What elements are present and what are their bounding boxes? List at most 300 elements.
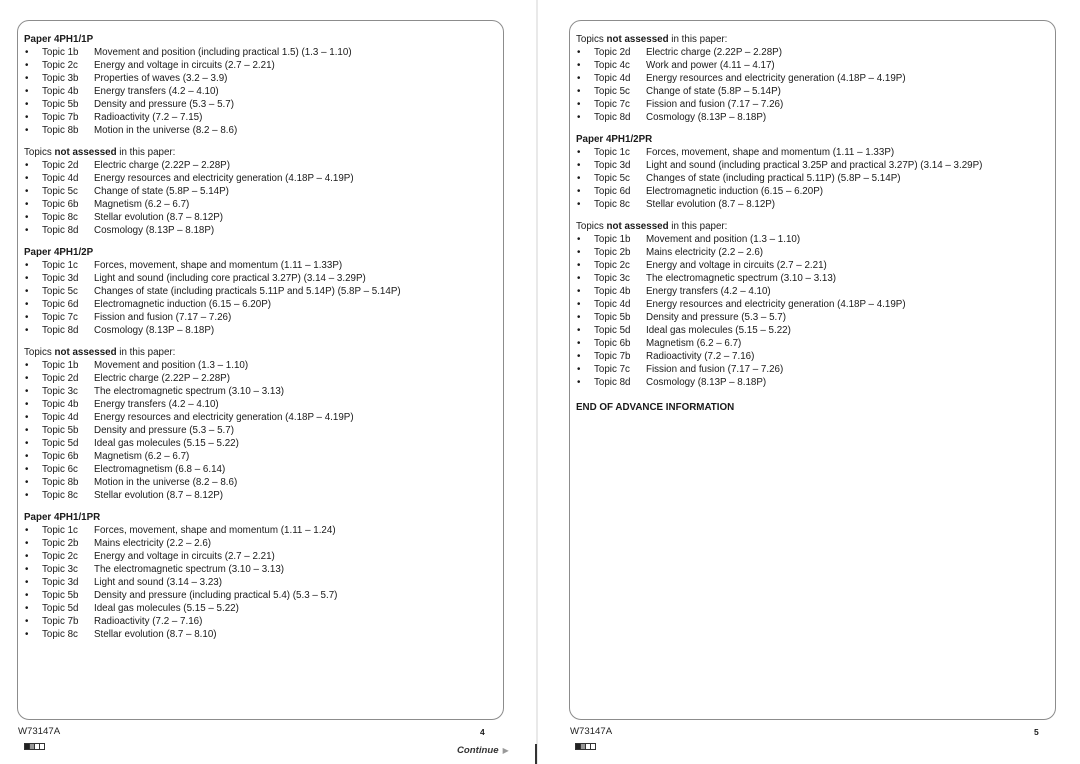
topic-description: Electromagnetic induction (6.15 – 6.20P) (94, 299, 271, 310)
topic-code: Topic 8d (594, 112, 631, 123)
bullet-icon: • (25, 173, 29, 184)
topic-list (576, 146, 1049, 211)
topic-code: Topic 6c (42, 464, 78, 475)
bullet-icon: • (25, 99, 29, 110)
topic-code: Topic 8d (594, 377, 631, 388)
topic-code: Topic 5c (594, 86, 630, 97)
topic-description: Stellar evolution (8.7 – 8.12P) (94, 490, 224, 501)
topic-code: Topic 3b (42, 73, 79, 84)
subtitle-pre: Topics (24, 147, 55, 158)
topic-description: Radioactivity (7.2 – 7.15) (94, 112, 203, 123)
topic-code: Topic 5b (42, 99, 79, 110)
page-number: 4 (480, 727, 485, 737)
topic-description: Cosmology (8.13P – 8.18P) (94, 225, 215, 236)
topic-description: Energy and voltage in circuits (2.7 – 2.21) (94, 551, 275, 562)
topic-code: Topic 1c (42, 525, 78, 536)
topic-code: Topic 2c (594, 260, 630, 271)
topic-description: Radioactivity (7.2 – 7.16) (94, 616, 203, 627)
topic-item (24, 563, 497, 576)
bullet-icon: • (25, 564, 29, 575)
topic-code: Topic 2b (42, 538, 79, 549)
bullet-icon: • (25, 47, 29, 58)
topic-code: Topic 1c (42, 260, 78, 271)
topic-description: Electromagnetic induction (6.15 – 6.20P) (646, 186, 823, 197)
topic-code: Topic 2d (594, 47, 631, 58)
topic-description: Motion in the universe (8.2 – 8.6) (94, 477, 238, 488)
topic-item (576, 324, 1049, 337)
topic-item (24, 524, 497, 537)
not-assessed-heading (24, 346, 497, 359)
subtitle-pre: Topics (576, 34, 607, 45)
topic-item (24, 85, 497, 98)
topic-item (576, 111, 1049, 124)
topic-description: Movement and position (1.3 – 1.10) (94, 360, 249, 371)
subtitle-post: in this paper: (668, 221, 728, 232)
topic-description: Cosmology (8.13P – 8.18P) (646, 112, 767, 123)
topic-description: Energy resources and electricity generation (4.18P – 4.19P) (646, 299, 906, 310)
topic-item (24, 224, 497, 237)
topic-item (24, 311, 497, 324)
topic-item (24, 550, 497, 563)
colour-bar-icon (575, 743, 595, 750)
bullet-icon: • (577, 312, 581, 323)
topic-code: Topic 1c (594, 147, 630, 158)
topic-code: Topic 6d (42, 299, 79, 310)
bullet-icon: • (577, 325, 581, 336)
subtitle-pre: Topics (576, 221, 607, 232)
topic-section (576, 33, 1049, 124)
topic-description: Ideal gas molecules (5.15 – 5.22) (646, 325, 791, 336)
topic-item (24, 628, 497, 641)
topic-description: Density and pressure (including practical 5.4) (5.3 – 5.7) (94, 590, 338, 601)
topic-item (24, 159, 497, 172)
topic-code: Topic 3c (42, 386, 78, 397)
topic-item (24, 437, 497, 450)
topic-code: Topic 4d (42, 412, 79, 423)
topic-description: Stellar evolution (8.7 – 8.10) (94, 629, 217, 640)
subtitle-pre: Topics (24, 347, 55, 358)
topic-item (576, 85, 1049, 98)
topic-code: Topic 6b (42, 199, 79, 210)
paper-title: Paper 4PH1/1PR (24, 512, 101, 523)
bullet-icon: • (577, 112, 581, 123)
document-code: W73147A (18, 726, 61, 737)
topic-code: Topic 8b (42, 125, 79, 136)
bullet-icon: • (25, 212, 29, 223)
topic-item (576, 98, 1049, 111)
topic-code: Topic 3d (42, 273, 79, 284)
topic-description: Mains electricity (2.2 – 2.6) (646, 247, 764, 258)
topic-code: Topic 8d (42, 225, 79, 236)
bullet-icon: • (25, 125, 29, 136)
topic-description: Motion in the universe (8.2 – 8.6) (94, 125, 238, 136)
topic-description: Electromagnetism (6.8 – 6.14) (94, 464, 226, 475)
topic-code: Topic 5c (594, 173, 630, 184)
topic-code: Topic 8c (42, 212, 78, 223)
topic-code: Topic 3c (42, 564, 78, 575)
content-frame (569, 20, 1056, 720)
topic-description: Stellar evolution (8.7 – 8.12P) (94, 212, 224, 223)
topic-code: Topic 3c (594, 273, 630, 284)
topic-code: Topic 8c (42, 629, 78, 640)
bullet-icon: • (25, 73, 29, 84)
topic-item (24, 398, 497, 411)
content-frame (17, 20, 504, 720)
topic-code: Topic 2d (42, 373, 79, 384)
topic-description: The electromagnetic spectrum (3.10 – 3.13) (94, 386, 285, 397)
topic-content (24, 33, 497, 650)
topic-item (24, 72, 497, 85)
spine-mark (535, 744, 537, 764)
topic-description: Ideal gas molecules (5.15 – 5.22) (94, 438, 239, 449)
topic-item (576, 259, 1049, 272)
subtitle-bold: not assessed (606, 34, 669, 45)
topic-description: Electric charge (2.22P – 2.28P) (94, 373, 230, 384)
topic-code: Topic 7b (594, 351, 631, 362)
topic-code: Topic 4c (594, 60, 630, 71)
topic-description: Electric charge (2.22P – 2.28P) (646, 47, 782, 58)
topic-list (24, 46, 497, 137)
topic-section (24, 246, 497, 337)
topic-code: Topic 4d (594, 73, 631, 84)
topic-code: Topic 1b (42, 47, 79, 58)
topic-item (576, 72, 1049, 85)
topic-item (24, 272, 497, 285)
topic-description: Stellar evolution (8.7 – 8.12P) (646, 199, 776, 210)
bullet-icon: • (577, 99, 581, 110)
topic-item (24, 111, 497, 124)
topic-description: Radioactivity (7.2 – 7.16) (646, 351, 755, 362)
topic-description: Movement and position (including practical 1.5) (1.3 – 1.10) (94, 47, 352, 58)
topic-description: Energy resources and electricity generation (4.18P – 4.19P) (94, 412, 354, 423)
topic-item (576, 233, 1049, 246)
topic-code: Topic 5b (42, 590, 79, 601)
bullet-icon: • (577, 247, 581, 258)
colour-bar-icon (24, 743, 44, 750)
topic-description: Energy and voltage in circuits (2.7 – 2.21) (94, 60, 275, 71)
topic-item (576, 285, 1049, 298)
topic-section (24, 511, 497, 641)
topic-item (24, 589, 497, 602)
topic-code: Topic 7c (594, 99, 630, 110)
bullet-icon: • (577, 299, 581, 310)
topic-item (24, 411, 497, 424)
topic-list (576, 233, 1049, 389)
bullet-icon: • (25, 186, 29, 197)
topic-description: Magnetism (6.2 – 6.7) (94, 199, 190, 210)
bullet-icon: • (25, 590, 29, 601)
topic-description: Mains electricity (2.2 – 2.6) (94, 538, 212, 549)
topic-item (576, 272, 1049, 285)
topic-code: Topic 4b (42, 399, 79, 410)
topic-item (576, 376, 1049, 389)
bullet-icon: • (25, 538, 29, 549)
topic-code: Topic 7c (594, 364, 630, 375)
topic-section (24, 346, 497, 502)
paper-title: Paper 4PH1/1P (24, 34, 94, 45)
bullet-icon: • (25, 438, 29, 449)
topic-item (24, 211, 497, 224)
topic-description: Magnetism (6.2 – 6.7) (646, 338, 742, 349)
paper-title: Paper 4PH1/2PR (576, 134, 653, 145)
bullet-icon: • (577, 364, 581, 375)
topic-code: Topic 6b (42, 451, 79, 462)
topic-code: Topic 2c (42, 60, 78, 71)
bullet-icon: • (577, 60, 581, 71)
topic-description: Cosmology (8.13P – 8.18P) (94, 325, 215, 336)
page-spine (536, 0, 538, 764)
topic-section (576, 220, 1049, 389)
bullet-icon: • (577, 351, 581, 362)
topic-description: Fission and fusion (7.17 – 7.26) (94, 312, 232, 323)
bullet-icon: • (577, 260, 581, 271)
topic-list (24, 359, 497, 502)
bullet-icon: • (25, 412, 29, 423)
topic-description: Forces, movement, shape and momentum (1.11 – 1.33P) (646, 147, 895, 158)
right-page (540, 0, 1080, 764)
topic-description: Changes of state (including practical 5.11P) (5.8P – 5.14P) (646, 173, 901, 184)
topic-section (576, 133, 1049, 211)
bullet-icon: • (577, 47, 581, 58)
topic-description: Energy and voltage in circuits (2.7 – 2.21) (646, 260, 827, 271)
not-assessed-heading (576, 33, 1049, 46)
topic-list (24, 159, 497, 237)
bullet-icon: • (25, 425, 29, 436)
topic-code: Topic 4b (42, 86, 79, 97)
topic-item (24, 59, 497, 72)
topic-description: Forces, movement, shape and momentum (1.11 – 1.33P) (94, 260, 343, 271)
topic-item (576, 311, 1049, 324)
bullet-icon: • (25, 199, 29, 210)
topic-code: Topic 8d (42, 325, 79, 336)
topic-code: Topic 3d (594, 160, 631, 171)
topic-code: Topic 5c (42, 286, 78, 297)
bullet-icon: • (25, 373, 29, 384)
bullet-icon: • (577, 147, 581, 158)
topic-item (24, 537, 497, 550)
topic-item (576, 246, 1049, 259)
topic-code: Topic 7b (42, 112, 79, 123)
topic-description: Electric charge (2.22P – 2.28P) (94, 160, 230, 171)
topic-description: The electromagnetic spectrum (3.10 – 3.13) (646, 273, 837, 284)
not-assessed-heading (576, 220, 1049, 233)
bullet-icon: • (25, 551, 29, 562)
topic-description: Light and sound (3.14 – 3.23) (94, 577, 223, 588)
topic-item (576, 363, 1049, 376)
document-code: W73147A (570, 726, 613, 737)
bullet-icon: • (25, 477, 29, 488)
topic-code: Topic 4d (594, 299, 631, 310)
topic-item (24, 46, 497, 59)
play-arrow-icon: ▶ (502, 746, 509, 755)
bullet-icon: • (25, 360, 29, 371)
bullet-icon: • (25, 577, 29, 588)
bullet-icon: • (577, 286, 581, 297)
topic-item (24, 372, 497, 385)
topic-code: Topic 7c (42, 312, 78, 323)
topic-content (576, 33, 1049, 414)
topic-code: Topic 4b (594, 286, 631, 297)
topic-description: Energy transfers (4.2 – 4.10) (94, 86, 219, 97)
topic-item (24, 424, 497, 437)
topic-item (24, 324, 497, 337)
topic-code: Topic 6b (594, 338, 631, 349)
bullet-icon: • (25, 603, 29, 614)
bullet-icon: • (25, 451, 29, 462)
topic-list (24, 259, 497, 337)
topic-code: Topic 1b (42, 360, 79, 371)
topic-section (24, 33, 497, 137)
bullet-icon: • (25, 386, 29, 397)
bullet-icon: • (577, 86, 581, 97)
topic-code: Topic 8c (594, 199, 630, 210)
topic-description: Fission and fusion (7.17 – 7.26) (646, 364, 784, 375)
topic-code: Topic 5d (42, 438, 79, 449)
bullet-icon: • (577, 338, 581, 349)
topic-item (24, 576, 497, 589)
topic-item (576, 172, 1049, 185)
bullet-icon: • (25, 312, 29, 323)
topic-item (24, 259, 497, 272)
subtitle-post: in this paper: (668, 34, 728, 45)
topic-description: The electromagnetic spectrum (3.10 – 3.13) (94, 564, 285, 575)
subtitle-bold: not assessed (54, 147, 117, 158)
topic-item (24, 463, 497, 476)
topic-code: Topic 1b (594, 234, 631, 245)
topic-code: Topic 6d (594, 186, 631, 197)
topic-description: Changes of state (including practicals 5.11P and 5.14P) (5.8P – 5.14P) (94, 286, 401, 297)
topic-description: Energy transfers (4.2 – 4.10) (646, 286, 771, 297)
topic-item (576, 298, 1049, 311)
topic-item (24, 489, 497, 502)
subtitle-post: in this paper: (116, 147, 176, 158)
topic-description: Energy resources and electricity generation (4.18P – 4.19P) (646, 73, 906, 84)
topic-item (24, 359, 497, 372)
topic-item (24, 615, 497, 628)
topic-code: Topic 8c (42, 490, 78, 501)
topic-item (24, 298, 497, 311)
topic-list (576, 46, 1049, 124)
bullet-icon: • (25, 325, 29, 336)
bullet-icon: • (577, 173, 581, 184)
bullet-icon: • (25, 490, 29, 501)
bullet-icon: • (25, 273, 29, 284)
topic-item (24, 285, 497, 298)
subtitle-post: in this paper: (116, 347, 176, 358)
topic-item (576, 337, 1049, 350)
topic-item (576, 159, 1049, 172)
topic-code: Topic 5d (594, 325, 631, 336)
topic-description: Fission and fusion (7.17 – 7.26) (646, 99, 784, 110)
paper-title: Paper 4PH1/2P (24, 247, 94, 258)
bullet-icon: • (25, 60, 29, 71)
topic-item (24, 98, 497, 111)
topic-code: Topic 2b (594, 247, 631, 258)
not-assessed-heading (24, 146, 497, 159)
topic-description: Work and power (4.11 – 4.17) (646, 60, 775, 71)
bullet-icon: • (25, 260, 29, 271)
bullet-icon: • (25, 525, 29, 536)
bullet-icon: • (25, 286, 29, 297)
topic-code: Topic 7b (42, 616, 79, 627)
bullet-icon: • (25, 616, 29, 627)
topic-item (576, 185, 1049, 198)
bullet-icon: • (577, 377, 581, 388)
topic-item (576, 350, 1049, 363)
topic-code: Topic 2c (42, 551, 78, 562)
topic-section (24, 146, 497, 237)
bullet-icon: • (25, 112, 29, 123)
topic-description: Light and sound (including core practical 3.27P) (3.14 – 3.29P) (94, 273, 366, 284)
topic-description: Change of state (5.8P – 5.14P) (94, 186, 229, 197)
topic-item (576, 46, 1049, 59)
topic-description: Energy resources and electricity generation (4.18P – 4.19P) (94, 173, 354, 184)
bullet-icon: • (25, 399, 29, 410)
topic-code: Topic 4d (42, 173, 79, 184)
topic-description: Forces, movement, shape and momentum (1.11 – 1.24) (94, 525, 336, 536)
bullet-icon: • (25, 629, 29, 640)
topic-description: Density and pressure (5.3 – 5.7) (646, 312, 786, 323)
topic-code: Topic 5b (594, 312, 631, 323)
topic-description: Light and sound (including practical 3.25P and practical 3.27P) (3.14 – 3.29P) (646, 160, 983, 171)
bullet-icon: • (577, 234, 581, 245)
topic-description: Density and pressure (5.3 – 5.7) (94, 99, 234, 110)
bullet-icon: • (25, 464, 29, 475)
topic-code: Topic 5d (42, 603, 79, 614)
topic-item (24, 185, 497, 198)
continue-label (457, 745, 509, 756)
topic-list (24, 524, 497, 641)
topic-item (24, 476, 497, 489)
subtitle-bold: not assessed (606, 221, 669, 232)
topic-description: Cosmology (8.13P – 8.18P) (646, 377, 767, 388)
topic-item (24, 172, 497, 185)
topic-code: Topic 2d (42, 160, 79, 171)
topic-description: Magnetism (6.2 – 6.7) (94, 451, 190, 462)
bullet-icon: • (577, 199, 581, 210)
bullet-icon: • (25, 160, 29, 171)
topic-item (24, 385, 497, 398)
bullet-icon: • (577, 160, 581, 171)
topic-item (24, 602, 497, 615)
bullet-icon: • (577, 273, 581, 284)
topic-item (576, 198, 1049, 211)
topic-item (24, 124, 497, 137)
topic-item (24, 198, 497, 211)
bullet-icon: • (577, 73, 581, 84)
topic-item (576, 59, 1049, 72)
subtitle-bold: not assessed (54, 347, 117, 358)
topic-description: Energy transfers (4.2 – 4.10) (94, 399, 219, 410)
topic-description: Ideal gas molecules (5.15 – 5.22) (94, 603, 239, 614)
topic-item (576, 146, 1049, 159)
topic-description: Density and pressure (5.3 – 5.7) (94, 425, 234, 436)
topic-code: Topic 8b (42, 477, 79, 488)
bullet-icon: • (577, 186, 581, 197)
bullet-icon: • (25, 299, 29, 310)
topic-code: Topic 5b (42, 425, 79, 436)
bullet-icon: • (25, 225, 29, 236)
topic-item (24, 450, 497, 463)
end-notice: END OF ADVANCE INFORMATION (576, 402, 735, 413)
continue-text: Continue (457, 745, 499, 756)
page-number: 5 (1034, 727, 1039, 737)
topic-code: Topic 3d (42, 577, 79, 588)
topic-description: Movement and position (1.3 – 1.10) (646, 234, 801, 245)
topic-description: Change of state (5.8P – 5.14P) (646, 86, 781, 97)
bullet-icon: • (25, 86, 29, 97)
topic-code: Topic 5c (42, 186, 78, 197)
